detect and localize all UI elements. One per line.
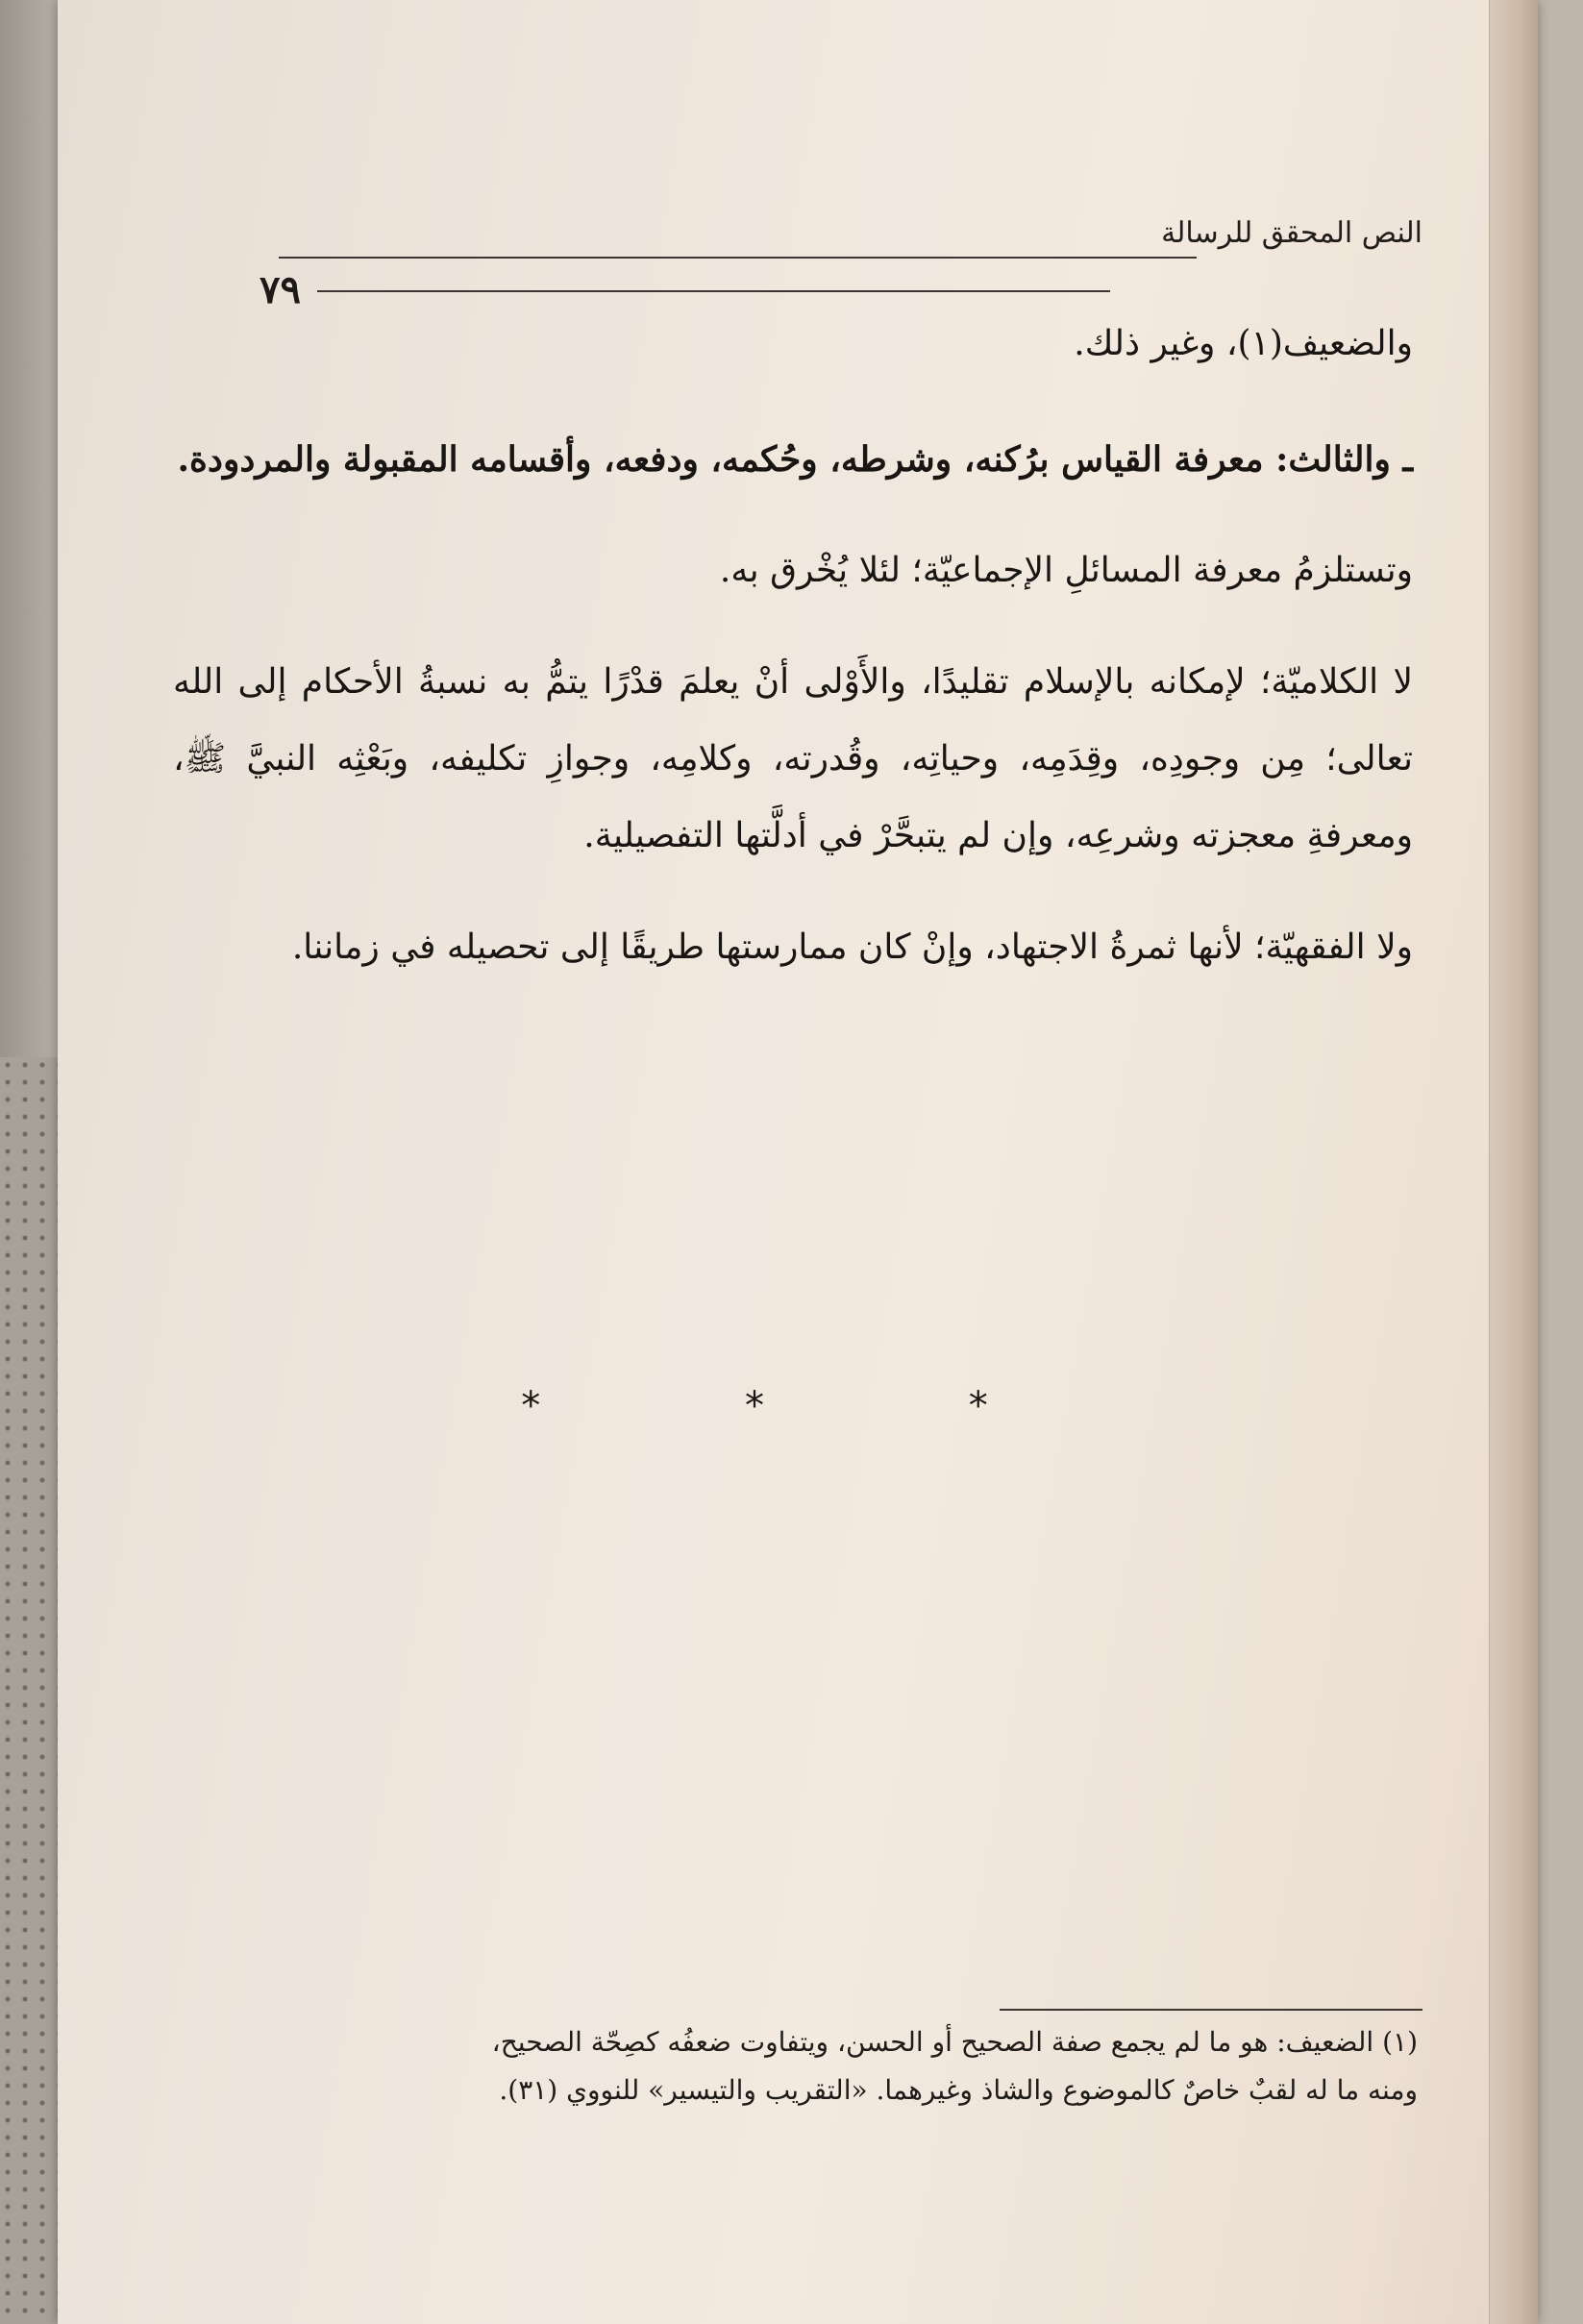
paragraph: ولا الفقهيّة؛ لأنها ثمرةُ الاجتهاد، وإنْ كان ممارستها طريقًا إلى تحصيله في زماننا. [291, 927, 1413, 967]
section-separator: * * * [521, 1384, 1084, 1428]
page-number-rule [317, 290, 1110, 292]
footnote [187, 2018, 1418, 2114]
running-head [211, 216, 1422, 274]
paragraph: وتستلزمُ معرفة المسائلِ الإجماعيّة؛ لئلا يُخْرق به. [719, 551, 1413, 590]
paragraph: والضعيف(١)، وغير ذلك. [1074, 324, 1413, 363]
page-stack-edge [1489, 0, 1538, 2324]
page-number: ٧٩ [260, 267, 301, 312]
header-rule [279, 257, 1197, 259]
footnote-line: (١) الضعيف: هو ما لم يجمع صفة الصحيح أو الحسن، ويتفاوت ضعفُه كصِحّة الصحيح، [491, 2026, 1418, 2058]
footnote-line: ومنه ما له لقبٌ خاصٌ كالموضوع والشاذ وغيرهما. «التقريب والتيسير» للنووي (٣١). [499, 2074, 1418, 2106]
footnote-rule [1000, 2009, 1422, 2011]
paragraph-third-condition: ـ والثالث: معرفة القياس برُكنه، وشرطه، وحُكمه، ودفعه، وأقسامه المقبولة والمردودة. [177, 439, 1413, 480]
main-text [173, 306, 1413, 1021]
paragraph: لا الكلاميّة؛ لإمكانه بالإسلام تقليدًا، والأَوْلى أنْ يعلمَ قدْرًا يتمُّ به نسبةُ الأحكام إلى الله تعالى؛ مِن وجودِه، وقِدَمِه، وحياتِه، وقُدرته، وكلامِه، وجوازِ تكليفه، وبَعْثِه النبيَّ ﷺ، ومعرفةِ معجزته وشرعِه، وإن لم يتبحَّرْ في أدلَّتها التفصيلية. [173, 662, 1413, 855]
running-title: النص المحقق للرسالة [1161, 216, 1422, 250]
book-page [58, 0, 1538, 2324]
